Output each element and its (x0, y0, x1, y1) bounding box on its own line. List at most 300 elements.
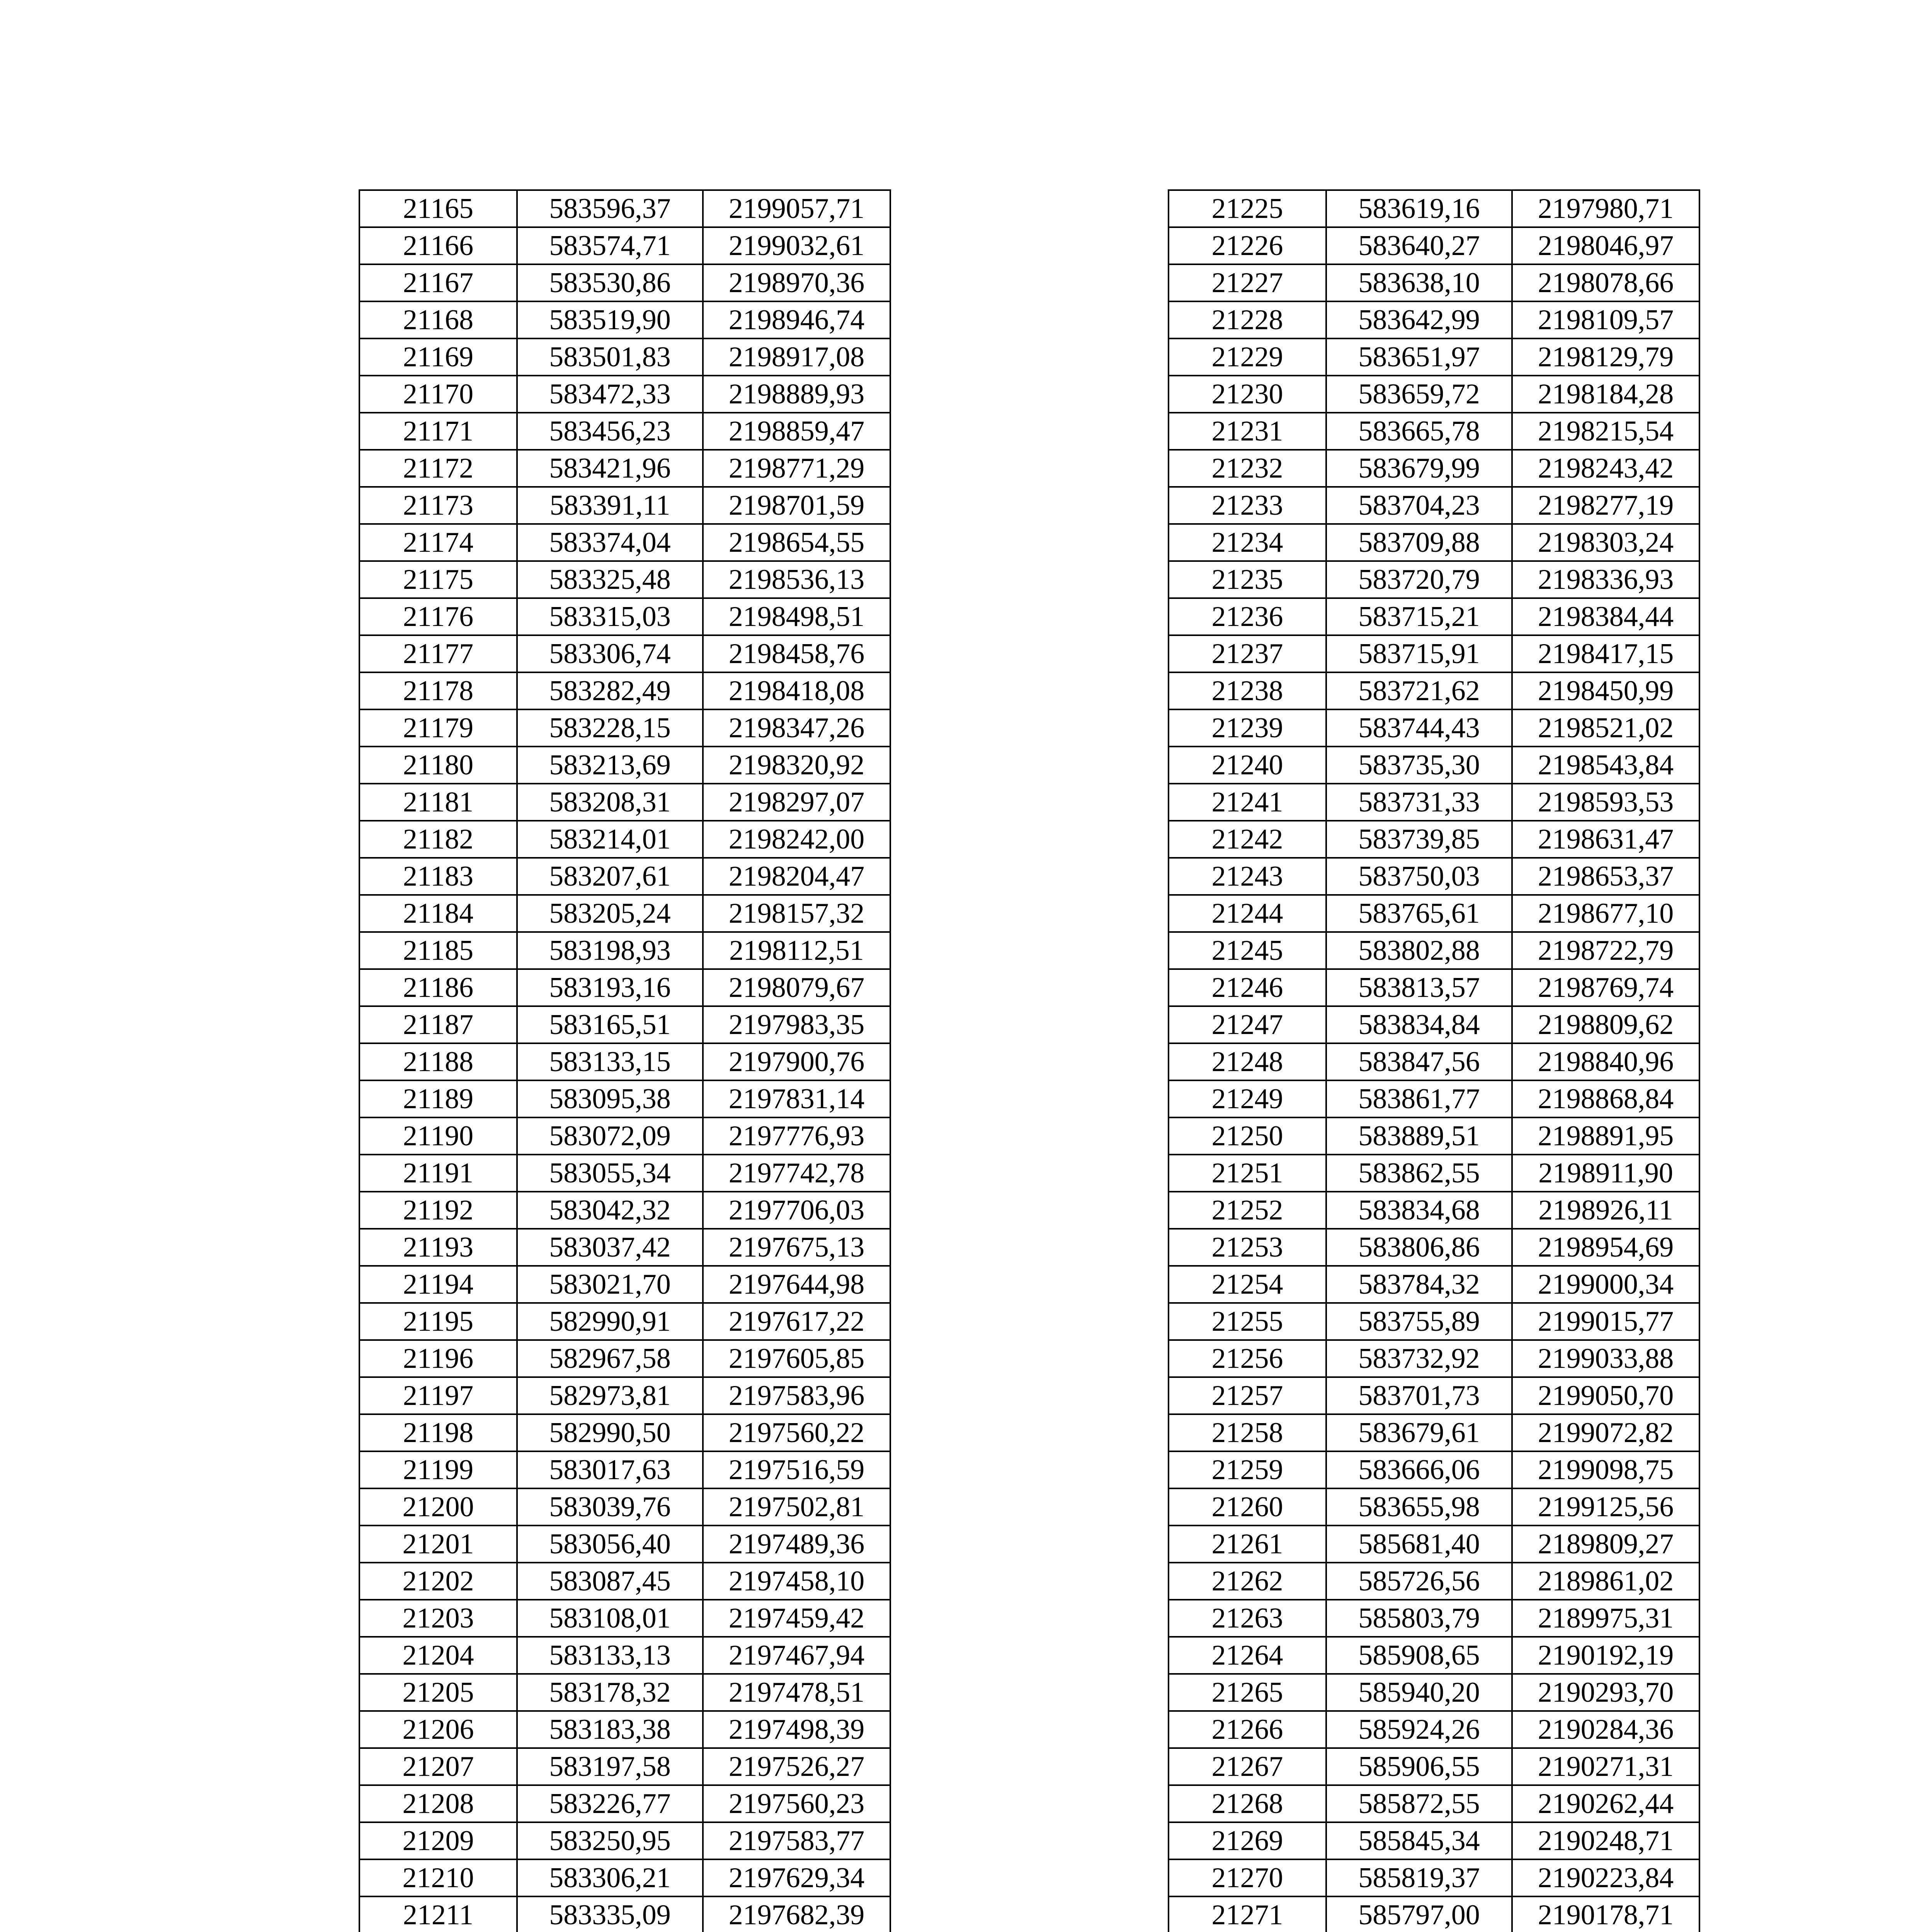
table-row (359, 1155, 890, 1192)
y-coordinate-cell: 2198859,47 (703, 413, 890, 450)
x-coordinate-cell: 585845,34 (1326, 1822, 1512, 1859)
point-number-cell: 21206 (359, 1711, 517, 1748)
point-number-cell: 21182 (359, 821, 517, 858)
table-row (359, 376, 890, 413)
x-coordinate-cell: 583640,27 (1326, 227, 1512, 264)
point-number-cell: 21177 (359, 635, 517, 672)
table-row (359, 1711, 890, 1748)
y-coordinate-cell: 2198926,11 (1512, 1192, 1699, 1229)
y-coordinate-cell: 2190192,19 (1512, 1637, 1699, 1674)
y-coordinate-cell: 2198701,59 (703, 487, 890, 524)
table-row (1169, 1563, 1699, 1600)
table-row (1169, 1748, 1699, 1785)
point-number-cell: 21263 (1169, 1600, 1326, 1637)
point-number-cell: 21199 (359, 1451, 517, 1488)
point-number-cell: 21176 (359, 598, 517, 635)
table-row (359, 1080, 890, 1117)
point-number-cell: 21230 (1169, 376, 1326, 413)
table-row (1169, 264, 1699, 301)
point-number-cell: 21168 (359, 301, 517, 338)
x-coordinate-cell: 585924,26 (1326, 1711, 1512, 1748)
y-coordinate-cell: 2198243,42 (1512, 450, 1699, 487)
point-number-cell: 21252 (1169, 1192, 1326, 1229)
x-coordinate-cell: 585803,79 (1326, 1600, 1512, 1637)
table-row (1169, 524, 1699, 561)
y-coordinate-cell: 2198593,53 (1512, 784, 1699, 821)
x-coordinate-cell: 583207,61 (517, 858, 703, 895)
x-coordinate-cell: 582973,81 (517, 1377, 703, 1414)
point-number-cell: 21231 (1169, 413, 1326, 450)
point-number-cell: 21205 (359, 1674, 517, 1711)
table-row (359, 561, 890, 598)
point-number-cell: 21255 (1169, 1303, 1326, 1340)
point-number-cell: 21267 (1169, 1748, 1326, 1785)
point-number-cell: 21265 (1169, 1674, 1326, 1711)
point-number-cell: 21178 (359, 672, 517, 709)
point-number-cell: 21237 (1169, 635, 1326, 672)
table-row (359, 413, 890, 450)
table-row (359, 301, 890, 338)
y-coordinate-cell: 2198654,55 (703, 524, 890, 561)
x-coordinate-cell: 583530,86 (517, 264, 703, 301)
point-number-cell: 21257 (1169, 1377, 1326, 1414)
x-coordinate-cell: 585681,40 (1326, 1526, 1512, 1563)
x-coordinate-cell: 583721,62 (1326, 672, 1512, 709)
table-row (359, 338, 890, 376)
y-coordinate-cell: 2198347,26 (703, 709, 890, 747)
x-coordinate-cell: 583133,15 (517, 1043, 703, 1080)
x-coordinate-cell: 583208,31 (517, 784, 703, 821)
x-coordinate-cell: 583834,84 (1326, 1006, 1512, 1043)
x-coordinate-cell: 583037,42 (517, 1229, 703, 1266)
table-row (359, 895, 890, 932)
point-number-cell: 21269 (1169, 1822, 1326, 1859)
point-number-cell: 21194 (359, 1266, 517, 1303)
y-coordinate-cell: 2198970,36 (703, 264, 890, 301)
y-coordinate-cell: 2198242,00 (703, 821, 890, 858)
x-coordinate-cell: 583802,88 (1326, 932, 1512, 969)
y-coordinate-cell: 2197516,59 (703, 1451, 890, 1488)
x-coordinate-cell: 583701,73 (1326, 1377, 1512, 1414)
x-coordinate-cell: 583642,99 (1326, 301, 1512, 338)
y-coordinate-cell: 2198109,57 (1512, 301, 1699, 338)
x-coordinate-cell: 583731,33 (1326, 784, 1512, 821)
x-coordinate-cell: 585906,55 (1326, 1748, 1512, 1785)
table-row (359, 1006, 890, 1043)
x-coordinate-cell: 583651,97 (1326, 338, 1512, 376)
y-coordinate-cell: 2190284,36 (1512, 1711, 1699, 1748)
x-coordinate-cell: 583735,30 (1326, 747, 1512, 784)
y-coordinate-cell: 2198336,93 (1512, 561, 1699, 598)
table-row (359, 1748, 890, 1785)
y-coordinate-cell: 2197458,10 (703, 1563, 890, 1600)
y-coordinate-cell: 2198946,74 (703, 301, 890, 338)
table-row (1169, 635, 1699, 672)
table-row (1169, 1340, 1699, 1377)
table-row (359, 969, 890, 1006)
y-coordinate-cell: 2198521,02 (1512, 709, 1699, 747)
y-coordinate-cell: 2189809,27 (1512, 1526, 1699, 1563)
table-row (359, 1266, 890, 1303)
table-row (1169, 227, 1699, 264)
point-number-cell: 21211 (359, 1896, 517, 1932)
point-number-cell: 21200 (359, 1488, 517, 1526)
table-row (359, 747, 890, 784)
x-coordinate-cell: 583861,77 (1326, 1080, 1512, 1117)
x-coordinate-cell: 583889,51 (1326, 1117, 1512, 1155)
x-coordinate-cell: 582990,50 (517, 1414, 703, 1451)
table-row (1169, 598, 1699, 635)
x-coordinate-cell: 583619,16 (1326, 190, 1512, 227)
table-row (1169, 1377, 1699, 1414)
y-coordinate-cell: 2198458,76 (703, 635, 890, 672)
table-row (359, 1414, 890, 1451)
table-row (1169, 1711, 1699, 1748)
x-coordinate-cell: 583056,40 (517, 1526, 703, 1563)
y-coordinate-cell: 2199098,75 (1512, 1451, 1699, 1488)
x-coordinate-cell: 583198,93 (517, 932, 703, 969)
x-coordinate-cell: 583679,61 (1326, 1414, 1512, 1451)
x-coordinate-cell: 585797,00 (1326, 1896, 1512, 1932)
y-coordinate-cell: 2198157,32 (703, 895, 890, 932)
x-coordinate-cell: 585908,65 (1326, 1637, 1512, 1674)
point-number-cell: 21179 (359, 709, 517, 747)
table-row (1169, 1006, 1699, 1043)
point-number-cell: 21264 (1169, 1637, 1326, 1674)
y-coordinate-cell: 2197644,98 (703, 1266, 890, 1303)
x-coordinate-cell: 583519,90 (517, 301, 703, 338)
table-row (359, 1117, 890, 1155)
point-number-cell: 21271 (1169, 1896, 1326, 1932)
x-coordinate-cell: 583335,09 (517, 1896, 703, 1932)
point-number-cell: 21238 (1169, 672, 1326, 709)
y-coordinate-cell: 2198450,99 (1512, 672, 1699, 709)
x-coordinate-cell: 583456,23 (517, 413, 703, 450)
table-row (359, 1637, 890, 1674)
y-coordinate-cell: 2198078,66 (1512, 264, 1699, 301)
x-coordinate-cell: 583087,45 (517, 1563, 703, 1600)
y-coordinate-cell: 2197682,39 (703, 1896, 890, 1932)
table-row (359, 1340, 890, 1377)
x-coordinate-cell: 583306,21 (517, 1859, 703, 1896)
point-number-cell: 21256 (1169, 1340, 1326, 1377)
point-number-cell: 21245 (1169, 932, 1326, 969)
x-coordinate-cell: 583596,37 (517, 190, 703, 227)
point-number-cell: 21210 (359, 1859, 517, 1896)
x-coordinate-cell: 583315,03 (517, 598, 703, 635)
point-number-cell: 21254 (1169, 1266, 1326, 1303)
y-coordinate-cell: 2198184,28 (1512, 376, 1699, 413)
table-row (1169, 1451, 1699, 1488)
y-coordinate-cell: 2197742,78 (703, 1155, 890, 1192)
point-number-cell: 21236 (1169, 598, 1326, 635)
y-coordinate-cell: 2198868,84 (1512, 1080, 1699, 1117)
y-coordinate-cell: 2198079,67 (703, 969, 890, 1006)
point-number-cell: 21270 (1169, 1859, 1326, 1896)
table-row (1169, 709, 1699, 747)
point-number-cell: 21173 (359, 487, 517, 524)
y-coordinate-cell: 2197478,51 (703, 1674, 890, 1711)
table-row (359, 190, 890, 227)
x-coordinate-cell: 583391,11 (517, 487, 703, 524)
table-row (1169, 932, 1699, 969)
y-coordinate-cell: 2198722,79 (1512, 932, 1699, 969)
y-coordinate-cell: 2198631,47 (1512, 821, 1699, 858)
x-coordinate-cell: 583638,10 (1326, 264, 1512, 301)
point-number-cell: 21261 (1169, 1526, 1326, 1563)
point-number-cell: 21247 (1169, 1006, 1326, 1043)
point-number-cell: 21248 (1169, 1043, 1326, 1080)
x-coordinate-cell: 583472,33 (517, 376, 703, 413)
point-number-cell: 21193 (359, 1229, 517, 1266)
y-coordinate-cell: 2198215,54 (1512, 413, 1699, 450)
x-coordinate-cell: 583715,91 (1326, 635, 1512, 672)
y-coordinate-cell: 2199032,61 (703, 227, 890, 264)
x-coordinate-cell: 583095,38 (517, 1080, 703, 1117)
point-number-cell: 21234 (1169, 524, 1326, 561)
point-number-cell: 21241 (1169, 784, 1326, 821)
y-coordinate-cell: 2198418,08 (703, 672, 890, 709)
x-coordinate-cell: 583108,01 (517, 1600, 703, 1637)
table-row (359, 821, 890, 858)
table-row (359, 672, 890, 709)
x-coordinate-cell: 585872,55 (1326, 1785, 1512, 1822)
point-number-cell: 21204 (359, 1637, 517, 1674)
point-number-cell: 21246 (1169, 969, 1326, 1006)
y-coordinate-cell: 2197980,71 (1512, 190, 1699, 227)
x-coordinate-cell: 583847,56 (1326, 1043, 1512, 1080)
y-coordinate-cell: 2189861,02 (1512, 1563, 1699, 1600)
x-coordinate-cell: 583042,32 (517, 1192, 703, 1229)
x-coordinate-cell: 583659,72 (1326, 376, 1512, 413)
point-number-cell: 21180 (359, 747, 517, 784)
table-row (359, 932, 890, 969)
point-number-cell: 21250 (1169, 1117, 1326, 1155)
table-row (1169, 1896, 1699, 1932)
x-coordinate-cell: 583665,78 (1326, 413, 1512, 450)
y-coordinate-cell: 2199033,88 (1512, 1340, 1699, 1377)
x-coordinate-cell: 583720,79 (1326, 561, 1512, 598)
point-number-cell: 21166 (359, 227, 517, 264)
x-coordinate-cell: 585819,37 (1326, 1859, 1512, 1896)
point-number-cell: 21242 (1169, 821, 1326, 858)
point-number-cell: 21259 (1169, 1451, 1326, 1488)
point-number-cell: 21197 (359, 1377, 517, 1414)
x-coordinate-cell: 583755,89 (1326, 1303, 1512, 1340)
table-row (359, 858, 890, 895)
y-coordinate-cell: 2197526,27 (703, 1748, 890, 1785)
x-coordinate-cell: 582967,58 (517, 1340, 703, 1377)
x-coordinate-cell: 583055,34 (517, 1155, 703, 1192)
table-body (1169, 190, 1699, 1932)
x-coordinate-cell: 583834,68 (1326, 1192, 1512, 1229)
y-coordinate-cell: 2190262,44 (1512, 1785, 1699, 1822)
y-coordinate-cell: 2197459,42 (703, 1600, 890, 1637)
point-number-cell: 21253 (1169, 1229, 1326, 1266)
table-row (1169, 1488, 1699, 1526)
table-row (1169, 1117, 1699, 1155)
point-number-cell: 21266 (1169, 1711, 1326, 1748)
x-coordinate-cell: 583501,83 (517, 338, 703, 376)
x-coordinate-cell: 583165,51 (517, 1006, 703, 1043)
table-row (359, 635, 890, 672)
table-row (359, 450, 890, 487)
x-coordinate-cell: 583784,32 (1326, 1266, 1512, 1303)
table-row (1169, 1600, 1699, 1637)
point-number-cell: 21262 (1169, 1563, 1326, 1600)
table-row (359, 1377, 890, 1414)
point-number-cell: 21191 (359, 1155, 517, 1192)
table-row (1169, 747, 1699, 784)
x-coordinate-cell: 585940,20 (1326, 1674, 1512, 1711)
table-row (1169, 561, 1699, 598)
table-row (1169, 672, 1699, 709)
y-coordinate-cell: 2197776,93 (703, 1117, 890, 1155)
point-number-cell: 21268 (1169, 1785, 1326, 1822)
x-coordinate-cell: 583205,24 (517, 895, 703, 932)
point-number-cell: 21243 (1169, 858, 1326, 895)
point-number-cell: 21244 (1169, 895, 1326, 932)
table-row (359, 227, 890, 264)
table-row (1169, 1859, 1699, 1896)
y-coordinate-cell: 2198297,07 (703, 784, 890, 821)
table-row (359, 784, 890, 821)
table-row (1169, 1637, 1699, 1674)
y-coordinate-cell: 2197498,39 (703, 1711, 890, 1748)
y-coordinate-cell: 2198498,51 (703, 598, 890, 635)
table-row (359, 598, 890, 635)
point-number-cell: 21228 (1169, 301, 1326, 338)
table-row (1169, 1229, 1699, 1266)
y-coordinate-cell: 2197583,96 (703, 1377, 890, 1414)
x-coordinate-cell: 582990,91 (517, 1303, 703, 1340)
table-row (359, 1488, 890, 1526)
table-row (1169, 1266, 1699, 1303)
point-number-cell: 21175 (359, 561, 517, 598)
table-row (1169, 895, 1699, 932)
y-coordinate-cell: 2198917,08 (703, 338, 890, 376)
y-coordinate-cell: 2198277,19 (1512, 487, 1699, 524)
point-number-cell: 21232 (1169, 450, 1326, 487)
y-coordinate-cell: 2197502,81 (703, 1488, 890, 1526)
y-coordinate-cell: 2197831,14 (703, 1080, 890, 1117)
y-coordinate-cell: 2198129,79 (1512, 338, 1699, 376)
point-number-cell: 21249 (1169, 1080, 1326, 1117)
point-number-cell: 21233 (1169, 487, 1326, 524)
y-coordinate-cell: 2190248,71 (1512, 1822, 1699, 1859)
table-row (1169, 1526, 1699, 1563)
x-coordinate-cell: 583765,61 (1326, 895, 1512, 932)
point-number-cell: 21184 (359, 895, 517, 932)
point-number-cell: 21251 (1169, 1155, 1326, 1192)
table-body (359, 190, 890, 1932)
point-number-cell: 21174 (359, 524, 517, 561)
table-row (359, 1600, 890, 1637)
y-coordinate-cell: 2199057,71 (703, 190, 890, 227)
x-coordinate-cell: 583072,09 (517, 1117, 703, 1155)
y-coordinate-cell: 2199072,82 (1512, 1414, 1699, 1451)
y-coordinate-cell: 2198954,69 (1512, 1229, 1699, 1266)
table-row (359, 709, 890, 747)
y-coordinate-cell: 2198112,51 (703, 932, 890, 969)
table-row (359, 1563, 890, 1600)
x-coordinate-cell: 583039,76 (517, 1488, 703, 1526)
y-coordinate-cell: 2199000,34 (1512, 1266, 1699, 1303)
y-coordinate-cell: 2198417,15 (1512, 635, 1699, 672)
point-number-cell: 21201 (359, 1526, 517, 1563)
table-row (1169, 1822, 1699, 1859)
point-number-cell: 21202 (359, 1563, 517, 1600)
y-coordinate-cell: 2197706,03 (703, 1192, 890, 1229)
x-coordinate-cell: 583021,70 (517, 1266, 703, 1303)
y-coordinate-cell: 2199050,70 (1512, 1377, 1699, 1414)
x-coordinate-cell: 583374,04 (517, 524, 703, 561)
point-number-cell: 21198 (359, 1414, 517, 1451)
coordinates-table-right (1168, 189, 1700, 1932)
point-number-cell: 21225 (1169, 190, 1326, 227)
table-row (1169, 1043, 1699, 1080)
point-number-cell: 21208 (359, 1785, 517, 1822)
y-coordinate-cell: 2198536,13 (703, 561, 890, 598)
point-number-cell: 21209 (359, 1822, 517, 1859)
y-coordinate-cell: 2190178,71 (1512, 1896, 1699, 1932)
x-coordinate-cell: 583017,63 (517, 1451, 703, 1488)
table-row (1169, 1785, 1699, 1822)
x-coordinate-cell: 585726,56 (1326, 1563, 1512, 1600)
table-row (1169, 376, 1699, 413)
table-row (359, 524, 890, 561)
x-coordinate-cell: 583228,15 (517, 709, 703, 747)
y-coordinate-cell: 2197617,22 (703, 1303, 890, 1340)
y-coordinate-cell: 2197629,34 (703, 1859, 890, 1896)
y-coordinate-cell: 2198677,10 (1512, 895, 1699, 932)
x-coordinate-cell: 583183,38 (517, 1711, 703, 1748)
point-number-cell: 21189 (359, 1080, 517, 1117)
y-coordinate-cell: 2198384,44 (1512, 598, 1699, 635)
table-row (359, 1043, 890, 1080)
table-row (1169, 821, 1699, 858)
x-coordinate-cell: 583704,23 (1326, 487, 1512, 524)
table-row (359, 1822, 890, 1859)
point-number-cell: 21207 (359, 1748, 517, 1785)
point-number-cell: 21227 (1169, 264, 1326, 301)
x-coordinate-cell: 583862,55 (1326, 1155, 1512, 1192)
y-coordinate-cell: 2197583,77 (703, 1822, 890, 1859)
x-coordinate-cell: 583197,58 (517, 1748, 703, 1785)
point-number-cell: 21190 (359, 1117, 517, 1155)
y-coordinate-cell: 2198046,97 (1512, 227, 1699, 264)
y-coordinate-cell: 2189975,31 (1512, 1600, 1699, 1637)
table-row (1169, 190, 1699, 227)
x-coordinate-cell: 583813,57 (1326, 969, 1512, 1006)
x-coordinate-cell: 583178,32 (517, 1674, 703, 1711)
y-coordinate-cell: 2197900,76 (703, 1043, 890, 1080)
point-number-cell: 21203 (359, 1600, 517, 1637)
point-number-cell: 21229 (1169, 338, 1326, 376)
table-row (359, 1451, 890, 1488)
table-row (359, 1674, 890, 1711)
point-number-cell: 21185 (359, 932, 517, 969)
x-coordinate-cell: 583282,49 (517, 672, 703, 709)
point-number-cell: 21186 (359, 969, 517, 1006)
y-coordinate-cell: 2190271,31 (1512, 1748, 1699, 1785)
y-coordinate-cell: 2190293,70 (1512, 1674, 1699, 1711)
x-coordinate-cell: 583739,85 (1326, 821, 1512, 858)
point-number-cell: 21169 (359, 338, 517, 376)
y-coordinate-cell: 2197560,22 (703, 1414, 890, 1451)
y-coordinate-cell: 2199125,56 (1512, 1488, 1699, 1526)
table-row (1169, 1674, 1699, 1711)
